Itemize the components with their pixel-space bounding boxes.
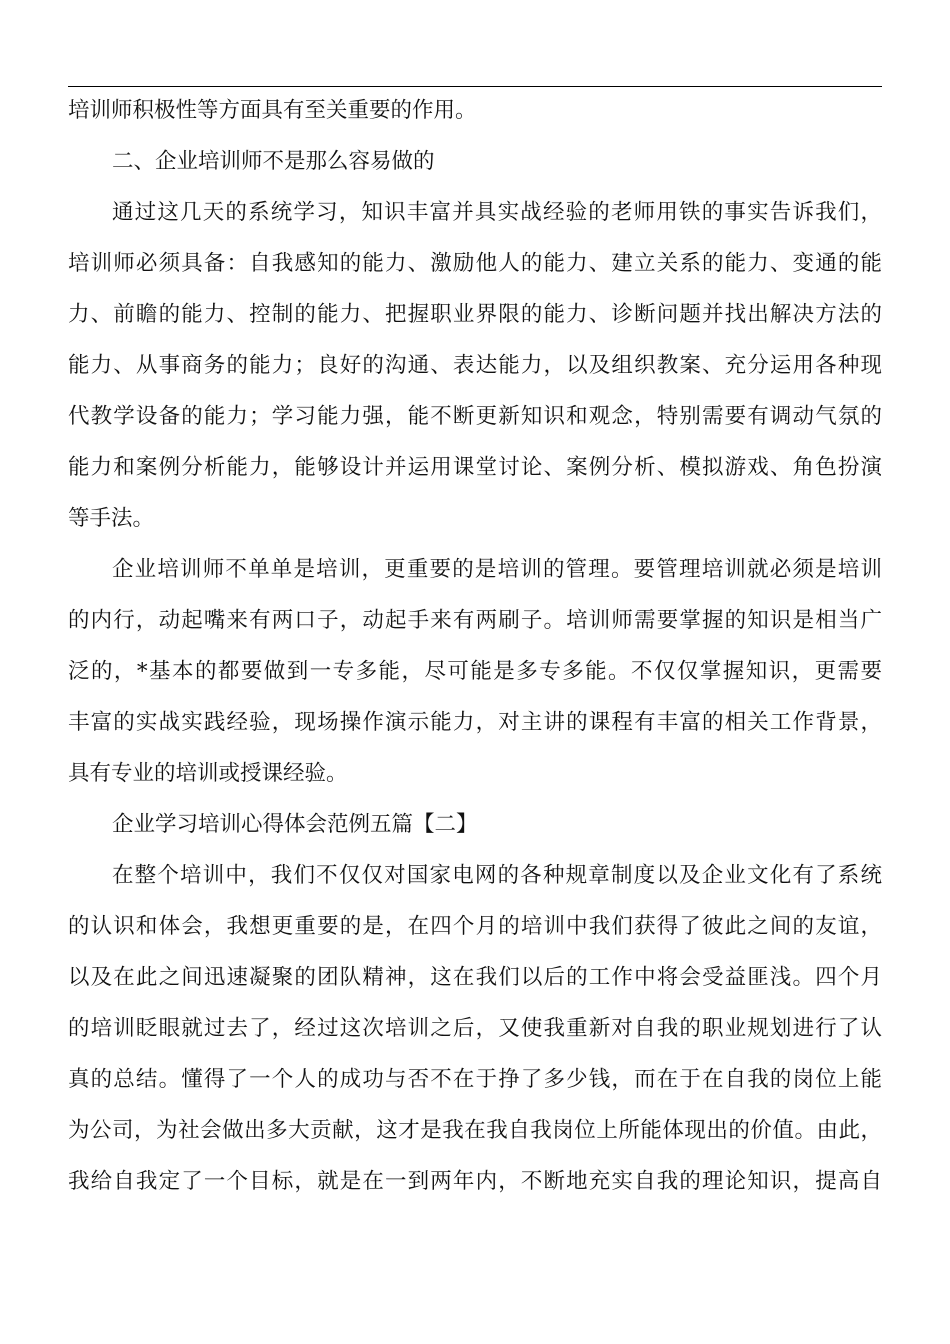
text-line: 以及在此之间迅速凝聚的团队精神，这在我们以后的工作中将会受益匪浅。四个月 xyxy=(68,965,882,990)
section-heading: 二、企业培训师不是那么容易做的 xyxy=(112,149,435,174)
text-line: 在整个培训中，我们不仅仅对国家电网的各种规章制度以及企业文化有了系统 xyxy=(112,863,882,888)
text-line: 为公司，为社会做出多大贡献，这才是我在我自我岗位上所能体现出的价值。由此， xyxy=(68,1118,882,1143)
text-line: 具有专业的培训或授课经验。 xyxy=(68,761,348,786)
text-line: 丰富的实战实践经验，现场操作演示能力，对主讲的课程有丰富的相关工作背景， xyxy=(68,710,882,735)
text-line: 泛的，*基本的都要做到一专多能，尽可能是多专多能。不仅仅掌握知识，更需要 xyxy=(68,659,882,684)
section-heading: 企业学习培训心得体会范例五篇【二】 xyxy=(112,812,478,837)
document-body xyxy=(68,92,882,1214)
text-line: 通过这几天的系统学习，知识丰富并具实战经验的老师用铁的事实告诉我们， xyxy=(112,200,882,225)
text-line: 我给自我定了一个目标，就是在一到两年内，不断地充实自我的理论知识，提高自 xyxy=(68,1169,882,1194)
text-line: 能力、从事商务的能力；良好的沟通、表达能力，以及组织教案、充分运用各种现 xyxy=(68,353,882,378)
text-line: 企业培训师不单单是培训，更重要的是培训的管理。要管理培训就必须是培训 xyxy=(112,557,882,582)
text-line: 培训师必须具备：自我感知的能力、激励他人的能力、建立关系的能力、变通的能 xyxy=(68,251,882,276)
text-line: 培训师积极性等方面具有至关重要的作用。 xyxy=(68,98,477,123)
text-line: 代教学设备的能力；学习能力强，能不断更新知识和观念，特别需要有调动气氛的 xyxy=(68,404,882,429)
text-line: 真的总结。懂得了一个人的成功与否不在于挣了多少钱，而在于在自我的岗位上能 xyxy=(68,1067,882,1092)
text-line: 能力和案例分析能力，能够设计并运用课堂讨论、案例分析、模拟游戏、角色扮演 xyxy=(68,455,882,480)
header-rule xyxy=(68,86,882,87)
text-line: 等手法。 xyxy=(68,506,155,531)
text-line: 力、前瞻的能力、控制的能力、把握职业界限的能力、诊断问题并找出解决方法的 xyxy=(68,302,882,327)
text-line: 的认识和体会，我想更重要的是，在四个月的培训中我们获得了彼此之间的友谊， xyxy=(68,914,882,939)
text-line: 的内行，动起嘴来有两口子，动起手来有两刷子。培训师需要掌握的知识是相当广 xyxy=(68,608,882,633)
text-line: 的培训眨眼就过去了，经过这次培训之后，又使我重新对自我的职业规划进行了认 xyxy=(68,1016,882,1041)
